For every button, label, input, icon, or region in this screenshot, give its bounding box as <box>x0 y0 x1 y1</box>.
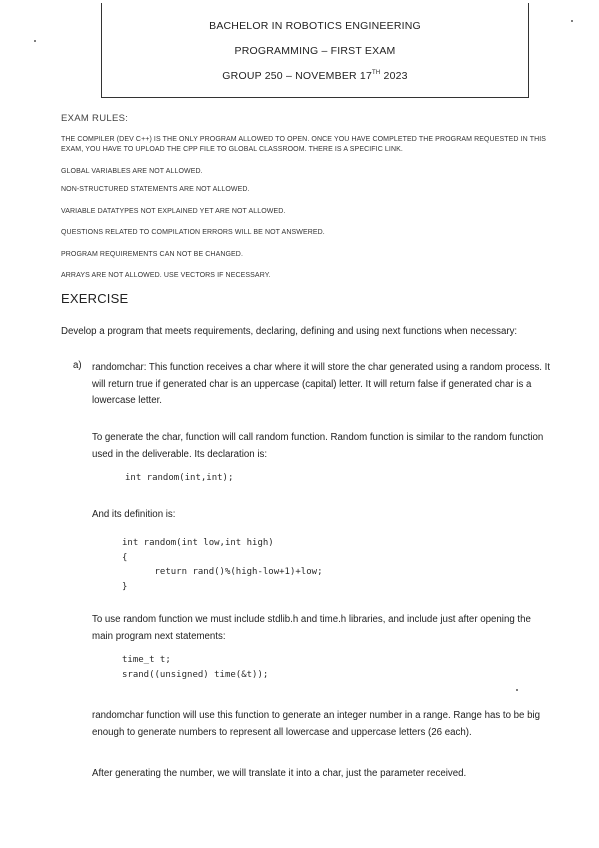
exam-rules-title: EXAM RULES: <box>61 113 129 124</box>
rule-requirements: PROGRAM REQUIREMENTS CAN NOT BE CHANGED. <box>61 251 244 258</box>
libraries-paragraph: To use random function we must include stdlib.h and time.h libraries, and include just after opening the main program next statements: <box>92 614 531 642</box>
rule-datatypes: VARIABLE DATATYPES NOT EXPLAINED YET ARE NOT ALLOWED. <box>61 208 286 215</box>
random-definition-code: int random(int low,int high) { return rand()%(high-low+1)+low; } <box>122 538 323 592</box>
item-marker-a: a) <box>73 360 82 371</box>
group-date-line <box>102 70 528 82</box>
date-ordinal-suffix: TH <box>372 70 381 76</box>
random-declaration-code: int random(int,int); <box>125 473 234 483</box>
translate-paragraph: After generating the number, we will translate it into a char, just the parameter received. <box>92 768 467 779</box>
rule-global-variables: GLOBAL VARIABLES ARE NOT ALLOWED. <box>61 168 203 175</box>
range-paragraph: randomchar function will use this function to generate an integer number in a range. Range has to be big enough to generate numbers to represent all lowercase and uppercase letters (26 each). <box>92 710 541 738</box>
rule-arrays: ARRAYS ARE NOT ALLOWED. USE VECTORS IF NECESSARY. <box>61 272 271 279</box>
exam-header-box <box>101 3 529 98</box>
srand-code: time_t t; srand((unsigned) time(&t)); <box>122 655 269 680</box>
rule-compilation-errors: QUESTIONS RELATED TO COMPILATION ERRORS WILL BE NOT ANSWERED. <box>61 229 325 236</box>
generate-char-paragraph: To generate the char, function will call random function. Random function is similar to the random function used in the deliverable. Its declaration is: <box>92 432 544 460</box>
exercise-intro: Develop a program that meets requirements, declaring, defining and using next functions when necessary: <box>61 326 518 337</box>
randomchar-description: randomchar: This function receives a char where it will store the char generated using a random process. It will return true if generated char is an uppercase (capital) letter. It will return false if generated char is a lowercase letter. <box>92 362 551 406</box>
exercise-heading: EXERCISE <box>61 291 129 306</box>
degree-title: BACHELOR IN ROBOTICS ENGINEERING <box>209 20 421 32</box>
exam-year: 2023 <box>380 70 408 82</box>
scan-speck <box>516 689 518 691</box>
rule-non-structured: NON-STRUCTURED STATEMENTS ARE NOT ALLOWED. <box>61 186 250 193</box>
definition-label: And its definition is: <box>92 509 176 520</box>
scan-speck <box>571 20 573 22</box>
scan-speck <box>34 40 36 42</box>
exam-title: PROGRAMMING – FIRST EXAM <box>234 45 396 57</box>
rule-compiler: THE COMPILER (DEV C++) IS THE ONLY PROGRAM ALLOWED TO OPEN. ONCE YOU HAVE COMPLETED THE PROGRAM REQUESTED IN THIS EXAM, YOU HAVE TO UPLOAD THE CPP FILE TO GLOBAL CLASSROOM. THERE IS A SPECIFIC LINK. <box>61 136 547 153</box>
group-date-text: GROUP 250 – NOVEMBER 17 <box>222 70 373 82</box>
